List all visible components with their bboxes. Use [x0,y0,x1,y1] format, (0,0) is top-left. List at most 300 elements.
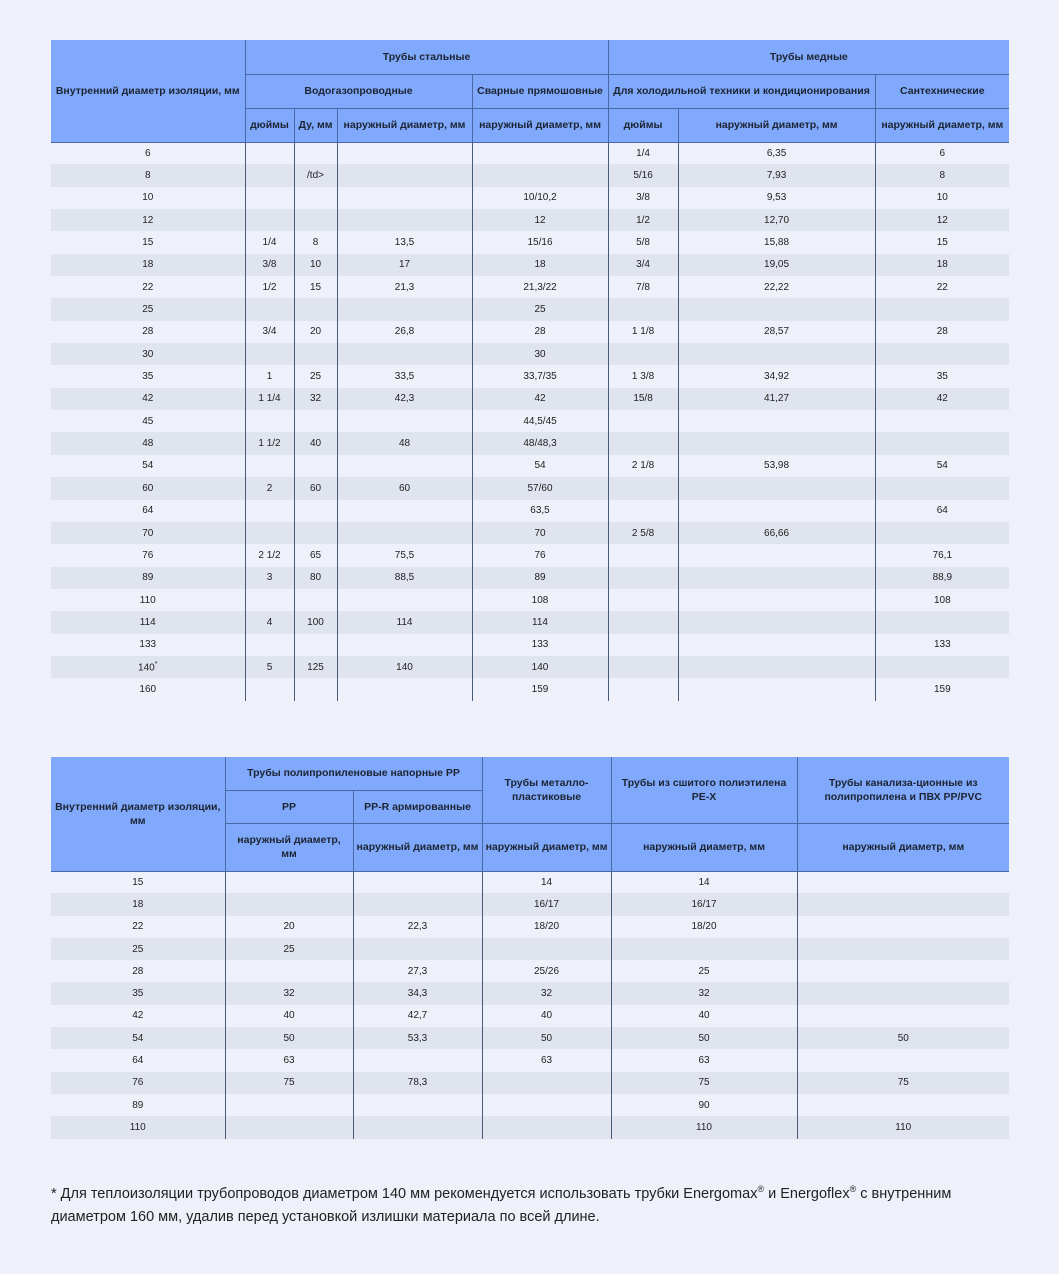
cell-value: 42 [142,393,154,405]
table-cell [482,1005,611,1027]
cell-value: 18 [132,898,144,910]
table-cell [225,1072,353,1094]
cell-value: 21,3/22 [523,281,557,293]
table-cell [608,522,678,544]
cell-value: 25/26 [534,965,560,977]
table-cell [51,298,245,320]
plastic-pipes-table [51,757,1009,1139]
table-cell [353,893,482,915]
cell-value: 28 [936,326,948,338]
cell-value: 70 [142,527,154,539]
cell-value: 6 [939,147,946,159]
cell-value: 14 [698,876,710,888]
cell-value: 7/8 [636,281,650,293]
header-pp: PP [225,790,353,823]
cell-value: 21,3 [394,281,415,293]
table-cell [875,276,1009,298]
table-cell [353,1072,482,1094]
table-cell [678,142,875,164]
table-cell [611,893,797,915]
table-cell [51,611,245,633]
cell-value: 8 [312,237,319,249]
table-cell [51,916,225,938]
cell-value: 110 [139,594,156,606]
table-cell [337,254,472,276]
table-row [51,231,1009,253]
table-cell [472,656,608,678]
cell-value: 3 [266,572,273,584]
table-cell [337,410,472,432]
table-cell [678,634,875,656]
table-cell [875,343,1009,365]
table-cell [472,298,608,320]
cell-value: 12,70 [764,214,790,226]
table-cell [678,589,875,611]
table-cell [294,455,337,477]
table-cell [797,1116,1009,1138]
cell-value: 20 [309,326,322,338]
footnote-part3: с внутренним диаметром 160 мм, удалив перед установкой излишки материала по всей длине. [51,1185,952,1225]
table-cell [245,298,294,320]
cell-value: 25 [309,371,322,383]
table-cell [875,365,1009,387]
table-cell [337,276,472,298]
table-cell [245,187,294,209]
table-row [51,611,1009,633]
cell-value: 50 [540,1032,553,1044]
table-cell [294,500,337,522]
table-cell [608,164,678,186]
cell-value: 35 [936,371,948,383]
cell-value: 25 [142,304,154,316]
table-cell [608,343,678,365]
cell-value: 16/17 [534,898,560,910]
header-refrigeration: Для холодильной техники и кондиционирования [608,74,875,108]
table-cell [875,544,1009,566]
cell-value: 42 [936,393,948,405]
table-cell [608,209,678,231]
table-cell [51,938,225,960]
header-copper-inches: дюймы [608,108,678,142]
cell-value: 110 [129,1121,146,1133]
table-cell [608,589,678,611]
cell-value: 54 [142,460,154,472]
table-cell [678,187,875,209]
cell-value: 70 [534,527,546,539]
table-cell [875,187,1009,209]
cell-value: 6,35 [766,147,787,159]
cell-value: 18 [936,259,948,271]
table-cell [337,567,472,589]
cell-value: 18 [534,259,546,271]
cell-value: 22,22 [764,281,790,293]
table-row [51,1116,1009,1138]
table-cell [611,960,797,982]
table-cell [678,164,875,186]
table-cell [225,893,353,915]
table-cell [482,982,611,1004]
table-cell [608,656,678,678]
table-cell [608,567,678,589]
table-cell [51,634,245,656]
table-cell [678,254,875,276]
table-cell [353,1027,482,1049]
table-row [51,455,1009,477]
cell-value: 88,9 [932,572,953,584]
table-row [51,410,1009,432]
table-cell [472,544,608,566]
cell-value: 48 [398,438,411,450]
table-cell [51,960,225,982]
table-cell [51,254,245,276]
table-row [51,589,1009,611]
cell-value: 60 [309,482,322,494]
cell-value: 10 [309,259,322,271]
table-cell [678,276,875,298]
table-cell [294,365,337,387]
table-cell [875,634,1009,656]
table-cell [875,142,1009,164]
header-sewer-outer-diameter: наружный диаметр, мм [797,823,1009,871]
table-cell [245,231,294,253]
table-cell [225,916,353,938]
header-plumbing: Сантехнические [875,74,1009,108]
table-cell [875,209,1009,231]
cell-value: 17 [398,259,411,271]
table-cell [51,432,245,454]
cell-value: 53,3 [407,1032,428,1044]
table-cell [294,589,337,611]
table-cell [611,1027,797,1049]
table-cell [608,455,678,477]
table-row [51,1027,1009,1049]
table-cell [472,634,608,656]
cell-value: 15 [309,281,322,293]
table-cell [337,432,472,454]
table-cell [337,142,472,164]
table-cell [875,522,1009,544]
table-cell [294,343,337,365]
cell-value: 140 [531,661,549,673]
table-cell [472,477,608,499]
cell-value: 66,66 [764,527,790,539]
table-cell [337,321,472,343]
header-steel-inches: дюймы [245,108,294,142]
cell-value: 15/16 [527,237,553,249]
cell-value: 1 1/8 [631,326,655,338]
cell-value: 80 [309,572,322,584]
table-cell [337,187,472,209]
cell-value: 42 [534,393,546,405]
header-ppr-outer-diameter: наружный диаметр, мм [353,823,482,871]
table-cell [678,567,875,589]
table-cell [611,1072,797,1094]
cell-value: 160 [139,683,157,695]
table-cell [875,611,1009,633]
table-cell [797,1094,1009,1116]
table-cell [678,298,875,320]
table-cell [797,1027,1009,1049]
table-cell [294,410,337,432]
table-cell [245,321,294,343]
cell-value: 3/4 [262,326,277,338]
cell-value: 32 [698,988,710,1000]
table-cell [337,678,472,700]
table-cell [51,276,245,298]
table-cell [294,298,337,320]
cell-value: 54 [132,1032,144,1044]
table-cell [608,611,678,633]
cell-value: 89 [132,1099,144,1111]
header-copper-pipes: Трубы медные [608,40,1009,74]
table-cell [245,388,294,410]
table-cell [337,209,472,231]
table-cell [294,164,337,186]
cell-value: 40 [540,1010,553,1022]
table-cell [51,871,225,893]
table-cell [337,611,472,633]
table-cell [875,589,1009,611]
table-cell [51,567,245,589]
table-cell [245,678,294,700]
table-cell [353,1094,482,1116]
header-sewer: Трубы канализа-ционные из полипропилена и ПВХ PP/PVC [797,757,1009,823]
table-cell [678,365,875,387]
table-cell [337,455,472,477]
cell-value: 1 3/8 [631,371,655,383]
cell-value: 63 [698,1055,710,1067]
table-cell [245,589,294,611]
cell-value: 41,27 [764,393,790,405]
cell-value: 133 [933,639,951,651]
header-du-mm: Ду, мм [294,108,337,142]
cell-value: 1/4 [262,237,277,249]
table-row [51,164,1009,186]
cell-value: 12 [142,214,154,226]
table-cell [294,276,337,298]
table-cell [678,343,875,365]
table-cell [245,477,294,499]
table-cell [472,321,608,343]
table-cell [608,365,678,387]
table-cell [225,982,353,1004]
table-cell [875,298,1009,320]
table-cell [482,960,611,982]
table-row [51,209,1009,231]
table-cell [225,1027,353,1049]
table-cell [875,164,1009,186]
table-cell [245,365,294,387]
table-cell [797,916,1009,938]
cell-value: 54 [534,460,546,472]
table-cell [797,982,1009,1004]
table-cell [225,1049,353,1071]
table-cell [797,960,1009,982]
table-cell [472,611,608,633]
table-cell [678,321,875,343]
table-cell [608,500,678,522]
table-cell [51,678,245,700]
table-cell [472,142,608,164]
table-cell [337,477,472,499]
cell-value: 75 [698,1077,710,1089]
cell-value: 63 [540,1055,553,1067]
cell-value: 1/4 [636,147,650,159]
table-cell [608,432,678,454]
table-cell [225,1094,353,1116]
table-cell [608,477,678,499]
cell-value: 48 [142,438,154,450]
footnote-part1: * Для теплоизоляции трубопроводов диаметром 140 мм рекомендуется использовать трубки Energomax [51,1185,758,1202]
cell-value: 15/8 [633,393,653,405]
table-cell [678,477,875,499]
header-pp-pressure: Трубы полипропиленовые напорные PP [225,757,482,790]
cell-value: 22 [132,921,144,933]
table-row [51,1049,1009,1071]
cell-value: 90 [698,1099,710,1111]
table-cell [294,544,337,566]
cell-value: 60 [142,482,154,494]
cell-value: 3/4 [636,259,650,271]
table-cell [353,982,482,1004]
table-cell [797,871,1009,893]
table-cell [875,477,1009,499]
table-cell [482,1049,611,1071]
table-cell [611,1049,797,1071]
header-refrigeration-outer-diameter: наружный диаметр, мм [678,108,875,142]
table-cell [482,893,611,915]
table-row [51,960,1009,982]
table-cell [797,1049,1009,1071]
table-cell [353,938,482,960]
table-cell [608,254,678,276]
table-cell [51,1116,225,1138]
table-row [51,477,1009,499]
table-cell [294,231,337,253]
table-cell [51,500,245,522]
table-cell [225,960,353,982]
cell-value: 15,88 [764,237,790,249]
table-cell [472,589,608,611]
cell-value: 28 [142,326,154,338]
table-cell [611,1094,797,1116]
table-cell [611,1005,797,1027]
cell-value: 50 [283,1032,295,1044]
cell-value: 40 [309,438,322,450]
table-cell [51,455,245,477]
cell-value: 64 [132,1055,144,1067]
table-cell [472,410,608,432]
table-cell [678,522,875,544]
cell-value: 25 [132,943,144,955]
steel-copper-pipes-table [51,40,1009,701]
cell-value: 20 [283,921,295,933]
table-cell [678,388,875,410]
table-cell [472,276,608,298]
table-cell [245,567,294,589]
table-cell [245,544,294,566]
cell-value: 10/10,2 [523,192,557,204]
registered-mark-2: ® [849,1184,857,1194]
table-cell [51,365,245,387]
cell-value: 25 [283,943,295,955]
table-cell [608,678,678,700]
cell-value: 25 [698,965,710,977]
cell-value: 34,92 [764,371,790,383]
header-ppr: PP-R армированные [353,790,482,823]
table-cell [337,388,472,410]
table-row [51,187,1009,209]
table-cell [472,365,608,387]
table-cell [472,522,608,544]
table-row [51,343,1009,365]
table2-body [51,871,1009,1139]
cell-value: 18/20 [691,921,717,933]
header-welded-outer-diameter: наружный диаметр, мм [472,108,608,142]
cell-value: 2 1/8 [631,460,655,472]
cell-value: 57/60 [527,482,553,494]
table-cell [353,1049,482,1071]
table-cell [482,1116,611,1138]
cell-value: 50 [698,1032,710,1044]
table-cell [51,1072,225,1094]
cell-value: 63,5 [530,505,550,517]
table-cell [51,410,245,432]
table-cell [472,343,608,365]
cell-value: 19,05 [764,259,790,271]
cell-value: 76 [132,1077,144,1089]
cell-value: 33,5 [394,371,415,383]
cell-value: 8 [144,170,151,182]
table-cell [611,916,797,938]
cell-value: 78,3 [407,1077,428,1089]
cell-value: 3/8 [262,259,277,271]
table-row [51,1094,1009,1116]
table-cell [245,209,294,231]
cell-value: 76 [142,549,154,561]
cell-value: 50 [897,1032,909,1044]
cell-value: 22 [142,281,154,293]
table-cell [611,982,797,1004]
cell-value: 14 [540,876,553,888]
cell-value: 2 [266,482,273,494]
table-cell [608,231,678,253]
table-cell [608,634,678,656]
table-row [51,656,1009,678]
cell-value: 22,3 [407,921,428,933]
table-cell [294,634,337,656]
cell-value: 30 [142,348,154,360]
header-steel-pipes: Трубы стальные [245,40,608,74]
cell-value: 133 [139,639,157,651]
table-cell [353,1116,482,1138]
cell-value: 12 [534,214,546,226]
table-cell [678,656,875,678]
cell-value: 25 [534,304,546,316]
table-row [51,522,1009,544]
table-cell [51,187,245,209]
table-cell [245,410,294,432]
cell-value: 125 [307,661,324,673]
table-cell [51,1005,225,1027]
cell-value: 9,53 [766,192,787,204]
table-row [51,567,1009,589]
cell-value: 54 [936,460,948,472]
cell-value: 45 [142,415,154,427]
cell-value: 114 [396,616,413,628]
table-cell [482,1072,611,1094]
table-cell [472,388,608,410]
